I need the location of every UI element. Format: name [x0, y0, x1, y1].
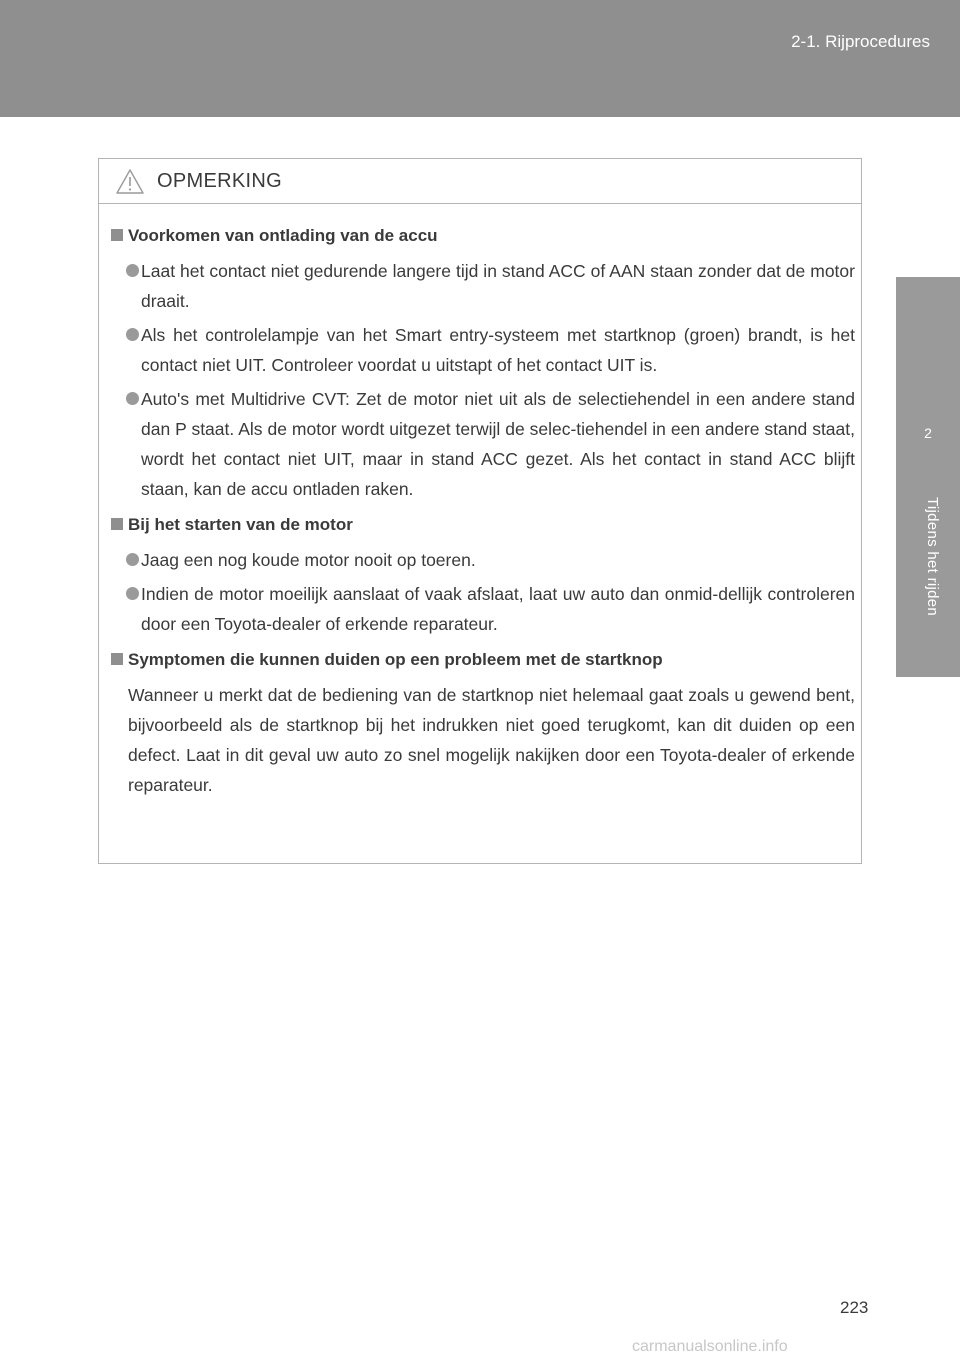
side-tab-number: 2 — [924, 425, 932, 441]
notice-box — [98, 158, 862, 864]
section-heading — [111, 221, 855, 251]
section-heading — [111, 645, 855, 675]
list-item — [111, 320, 855, 380]
warning-triangle-icon — [115, 168, 145, 195]
section-heading-text: Voorkomen van ontlading van de accu — [128, 226, 438, 245]
list-item — [111, 545, 855, 575]
notice-header — [99, 159, 861, 204]
round-bullet-icon — [126, 553, 139, 566]
watermark: carmanualsonline.info — [632, 1338, 788, 1355]
square-bullet-icon — [111, 518, 123, 530]
list-item-text: Laat het contact niet gedurende langere tijd in stand ACC of AAN staan zonder dat de motor draait. — [141, 261, 855, 311]
list-item — [111, 384, 855, 504]
section-heading — [111, 510, 855, 540]
page-number: 223 — [840, 1298, 869, 1317]
section-paragraph: Wanneer u merkt dat de bediening van de startknop niet helemaal gaat zoals u gewend bent, bijvoorbeeld als de startknop bij het indrukken niet goed terugkomt, kan dit duiden op een defect. Laat in dit geval uw auto zo snel mogelijk nakijken door een Toyota-dealer of erkende reparateur. — [128, 685, 855, 795]
list-item-text: Auto's met Multidrive CVT: Zet de motor niet uit als de selectiehendel in een andere stand dan P staat. Als de motor wordt uitgezet terwijl de selec-tiehendel in een andere stand staat, wordt het contact niet UIT, maar in stand ACC gezet. Als het contact in stand ACC blijft staan, kan de accu ontladen raken. — [141, 389, 855, 499]
square-bullet-icon — [111, 229, 123, 241]
list-item-text: Jaag een nog koude motor nooit op toeren. — [141, 550, 476, 570]
round-bullet-icon — [126, 392, 139, 405]
list-item-text: Indien de motor moeilijk aanslaat of vaak afslaat, laat uw auto dan onmid-dellijk controleren door een Toyota-dealer of erkende reparateur. — [141, 584, 855, 634]
round-bullet-icon — [126, 587, 139, 600]
notice-title: OPMERKING — [157, 170, 282, 192]
round-bullet-icon — [126, 264, 139, 277]
chapter-section-title: 2-1. Rijprocedures — [791, 32, 930, 51]
notice-content — [111, 221, 855, 800]
square-bullet-icon — [111, 653, 123, 665]
list-item — [111, 256, 855, 316]
section-heading-text: Symptomen die kunnen duiden op een probleem met de startknop — [128, 650, 663, 669]
header-band — [0, 0, 960, 117]
list-item — [111, 579, 855, 639]
side-tab-title: Tijdens het rijden — [924, 497, 941, 617]
section-heading-text: Bij het starten van de motor — [128, 515, 353, 534]
list-item-text: Als het controlelampje van het Smart entry-systeem met startknop (groen) brandt, is het contact niet UIT. Controleer voordat u uitstapt of het contact UIT is. — [141, 325, 855, 375]
round-bullet-icon — [126, 328, 139, 341]
